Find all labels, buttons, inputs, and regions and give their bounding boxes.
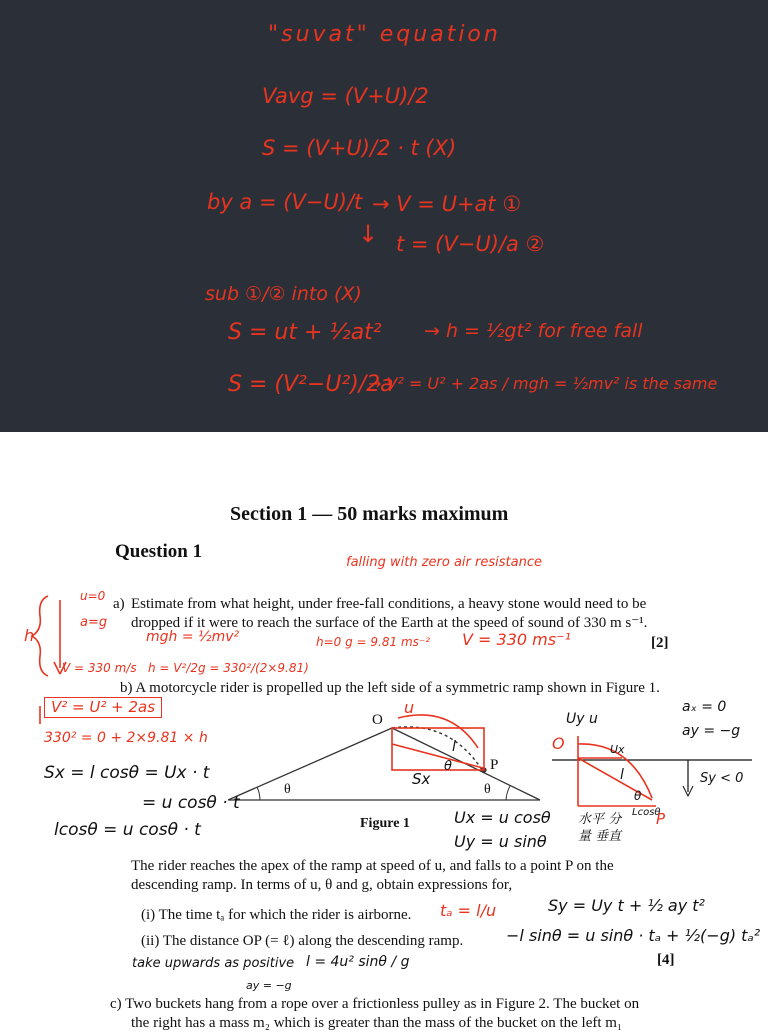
sketch-lcos: Lcosθ	[632, 807, 661, 818]
sketch-sy-neg: Sy < 0	[700, 771, 744, 786]
annot-v330s: V = 330 m/s	[62, 661, 137, 675]
part-c-line2: the right has a mass m₂ which is greater than the mass of the bucket on the left m₁	[131, 1015, 623, 1031]
annot-mgh: mgh = ½mv²	[146, 629, 240, 645]
part-b-i: (i) The time tₐ for which the rider is airborne.	[141, 907, 412, 923]
body-line2: descending ramp. In terms of u, θ and g, obtain expressions for,	[131, 877, 513, 893]
annot-uy: Uy = u sinθ	[454, 832, 547, 851]
notes-s-eq: S = (V+U)/2 · t (X)	[262, 136, 457, 160]
notes-down-arrow: ↓	[358, 220, 379, 248]
fig-label-O: O	[372, 712, 383, 728]
part-b-marks: [4]	[657, 952, 675, 968]
annot-v330: V = 330 ms⁻¹	[462, 630, 571, 649]
annot-ta: tₐ = l/u	[440, 901, 497, 920]
sketch-ax: aₓ = 0	[682, 699, 727, 715]
notes-by-a: by a = (V−U)/t	[207, 190, 363, 214]
sketch-ux: Ux	[610, 743, 625, 756]
sketch-ay: ay = −g	[682, 723, 741, 739]
sketch-O: O	[552, 734, 565, 753]
annot-ag: a=g	[80, 615, 108, 630]
part-b-ii: (ii) The distance OP (= ℓ) along the descending ramp.	[141, 933, 464, 949]
notes-sub: sub ①/② into (X)	[205, 283, 362, 305]
annot-u0: u=0	[80, 589, 106, 603]
notes-v-eq: → V = U+at ①	[372, 192, 522, 216]
annot-eqsin: −l sinθ = u sinθ · tₐ + ½(−g) tₐ²	[506, 926, 761, 945]
annot-lres: l = 4u² sinθ / g	[306, 954, 410, 970]
section-title: Section 1 — 50 marks maximum	[230, 503, 509, 525]
notes-vavg: Vavg = (V+U)/2	[262, 84, 429, 108]
fig-label-P: P	[490, 757, 499, 773]
sketch-uy: Uy u	[566, 711, 598, 727]
annot-hv2: h = V²/2g = 330²/(2×9.81)	[148, 661, 309, 675]
sketch-P: P	[656, 810, 666, 828]
annot-take-up: take upwards as positive	[132, 956, 295, 971]
fig-theta-left: θ	[284, 782, 291, 797]
sketch-theta: θ	[634, 789, 642, 803]
sketch-l: l	[620, 767, 624, 783]
annot-boxed-eq: V² = U² + 2as	[44, 697, 162, 718]
notes-s-ut: S = ut + ½at²	[228, 320, 382, 345]
body-line1: The rider reaches the apex of the ramp at speed of u, and falls to a point P on the	[131, 858, 614, 874]
annot-ux: Ux = u cosθ	[454, 808, 551, 827]
annot-fig-sx: Sx	[412, 770, 431, 788]
annot-fig-theta: θ	[444, 759, 452, 774]
part-a-line1: Estimate from what height, under free-fall conditions, a heavy stone would need to be	[131, 596, 647, 612]
notes-s-v2: S = (V²−U²)/2a	[228, 372, 394, 397]
part-c-line1: c) Two buckets hang from a rope over a frictionless pulley as in Figure 2. The bucket on	[110, 996, 640, 1012]
part-b-line: b) A motorcycle rider is propelled up the left side of a symmetric ramp shown in Figure 1.	[120, 680, 660, 696]
annot-falling: falling with zero air resistance	[346, 555, 542, 570]
annot-sx2: = u cosθ · t	[142, 793, 240, 813]
part-a-marks: [2]	[651, 635, 669, 651]
figure-caption: Figure 1	[360, 816, 410, 831]
annot-eq330: 330² = 0 + 2×9.81 × h	[44, 730, 208, 746]
annot-ay-g: ay = −g	[246, 979, 292, 992]
annot-h: h	[24, 626, 35, 645]
annot-fig-l: l	[452, 739, 456, 755]
part-a-line2: dropped if it were to reach the surface of the Earth at the speed of sound of 330 m s⁻¹.	[131, 615, 648, 631]
annot-sx3: lcosθ = u cosθ · t	[54, 820, 201, 840]
annot-fig-u: u	[404, 698, 415, 717]
annot-sy: Sy = Uy t + ½ ay t²	[548, 896, 705, 915]
notes-v2-eq: → V² = U² + 2as / mgh = ½mv² is the same	[368, 374, 718, 393]
part-a-label: a)	[113, 596, 125, 612]
notes-freefall: → h = ½gt² for free fall	[424, 320, 643, 342]
annot-chinese: 水平 分量 垂直	[578, 812, 622, 844]
annot-h0g: h=0 g = 9.81 ms⁻²	[316, 635, 431, 649]
fig-theta-right: θ	[484, 782, 491, 797]
notes-t-eq: t = (V−U)/a ②	[396, 232, 545, 256]
annot-sx1: Sx = l cosθ = Ux · t	[44, 763, 210, 783]
notes-title: "suvat" equation	[268, 22, 501, 47]
question-title: Question 1	[115, 541, 203, 562]
